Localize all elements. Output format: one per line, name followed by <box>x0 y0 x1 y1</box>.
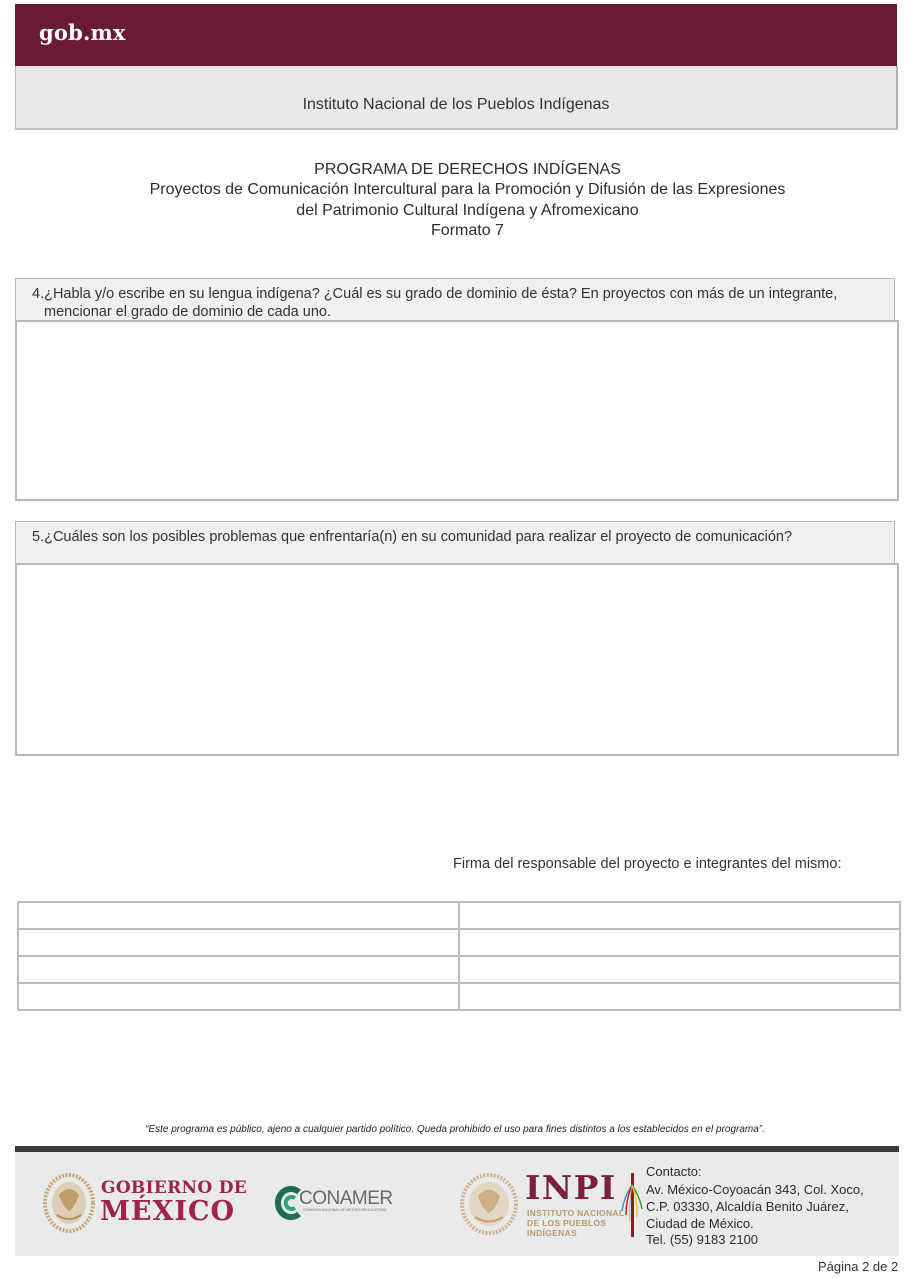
signature-cell[interactable] <box>459 902 900 929</box>
conamer-logo-text: CONAMER <box>299 1188 393 1209</box>
program-title: PROGRAMA DE DERECHOS INDÍGENAS <box>314 161 621 178</box>
contact-phone: Tel. (55) 9183 2100 <box>646 1232 759 1247</box>
gobmx-logo[interactable]: gob.mx <box>39 20 126 45</box>
gobierno-de-mexico-logo-line-2: MÉXICO <box>100 1196 236 1227</box>
question-4-line-1: 4.¿Habla y/o escribe en su lengua indígena? ¿Cuál es su grado de dominio de ésta? En proyectos con más de un integrante, <box>32 286 838 302</box>
signature-label: Firma del responsable del proyecto e integrantes del mismo: <box>453 856 842 872</box>
contact-address-1: Av. México-Coyoacán 343, Col. Xoco, <box>646 1182 864 1197</box>
signature-cell[interactable] <box>18 956 459 983</box>
signature-row <box>18 929 900 956</box>
inpi-threads-icon <box>620 1171 644 1239</box>
signature-row <box>18 902 900 929</box>
mexico-seal-icon <box>43 1173 95 1233</box>
contact-address-3: Ciudad de México. <box>646 1216 754 1231</box>
question-4-line-2: mencionar el grado de dominio de cada uno. <box>44 304 331 320</box>
question-4-header <box>15 278 895 321</box>
inpi-logo-subtitle-2: DE LOS PUEBLOS <box>527 1218 607 1228</box>
signature-cell[interactable] <box>459 956 900 983</box>
signature-cell[interactable] <box>459 983 900 1010</box>
signature-row <box>18 983 900 1010</box>
signature-table <box>17 901 901 1011</box>
header-bar <box>15 4 897 66</box>
inpi-logo-subtitle-3: INDÍGENAS <box>527 1228 577 1238</box>
conamer-logo-subtitle: COMISIÓN NACIONAL DE MEJORA REGULATORIA <box>303 1208 387 1212</box>
signature-cell[interactable] <box>18 983 459 1010</box>
question-4-answer-field[interactable] <box>15 320 899 501</box>
question-4-text <box>16 279 894 321</box>
program-subtitle-1: Proyectos de Comunicación Intercultural para la Promoción y Difusión de las Expresiones <box>149 181 786 198</box>
signature-cell[interactable] <box>18 929 459 956</box>
contact-label: Contacto: <box>646 1164 702 1179</box>
program-subtitle-2: del Patrimonio Cultural Indígena y Afromexicano <box>296 202 639 219</box>
gobierno-de-mexico-logo-line-1: GOBIERNO DE <box>101 1178 247 1198</box>
inpi-seal-icon <box>459 1173 519 1235</box>
page-number: Página 2 de 2 <box>818 1259 899 1274</box>
question-5-answer-field[interactable] <box>15 563 899 756</box>
contact-address-2: C.P. 03330, Alcaldía Benito Juárez, <box>646 1199 849 1214</box>
institution-name: Instituto Nacional de los Pueblos Indígenas <box>302 96 610 113</box>
format-number: Formato 7 <box>431 222 504 239</box>
signature-cell[interactable] <box>459 929 900 956</box>
signature-row <box>18 956 900 983</box>
inpi-logo-subtitle-1: INSTITUTO NACIONAL <box>527 1208 625 1218</box>
disclaimer-text: “Este programa es público, ajeno a cualquier partido político. Queda prohibido el uso para fines distintos a los establecidos en el programa”. <box>145 1124 765 1135</box>
signature-cell[interactable] <box>18 902 459 929</box>
question-5-header <box>15 521 895 564</box>
inpi-logo-text: INPI <box>525 1168 617 1207</box>
question-5-text: 5.¿Cuáles son los posibles problemas que enfrentaría(n) en su comunidad para realizar el proyecto de comunicación? <box>32 529 793 545</box>
